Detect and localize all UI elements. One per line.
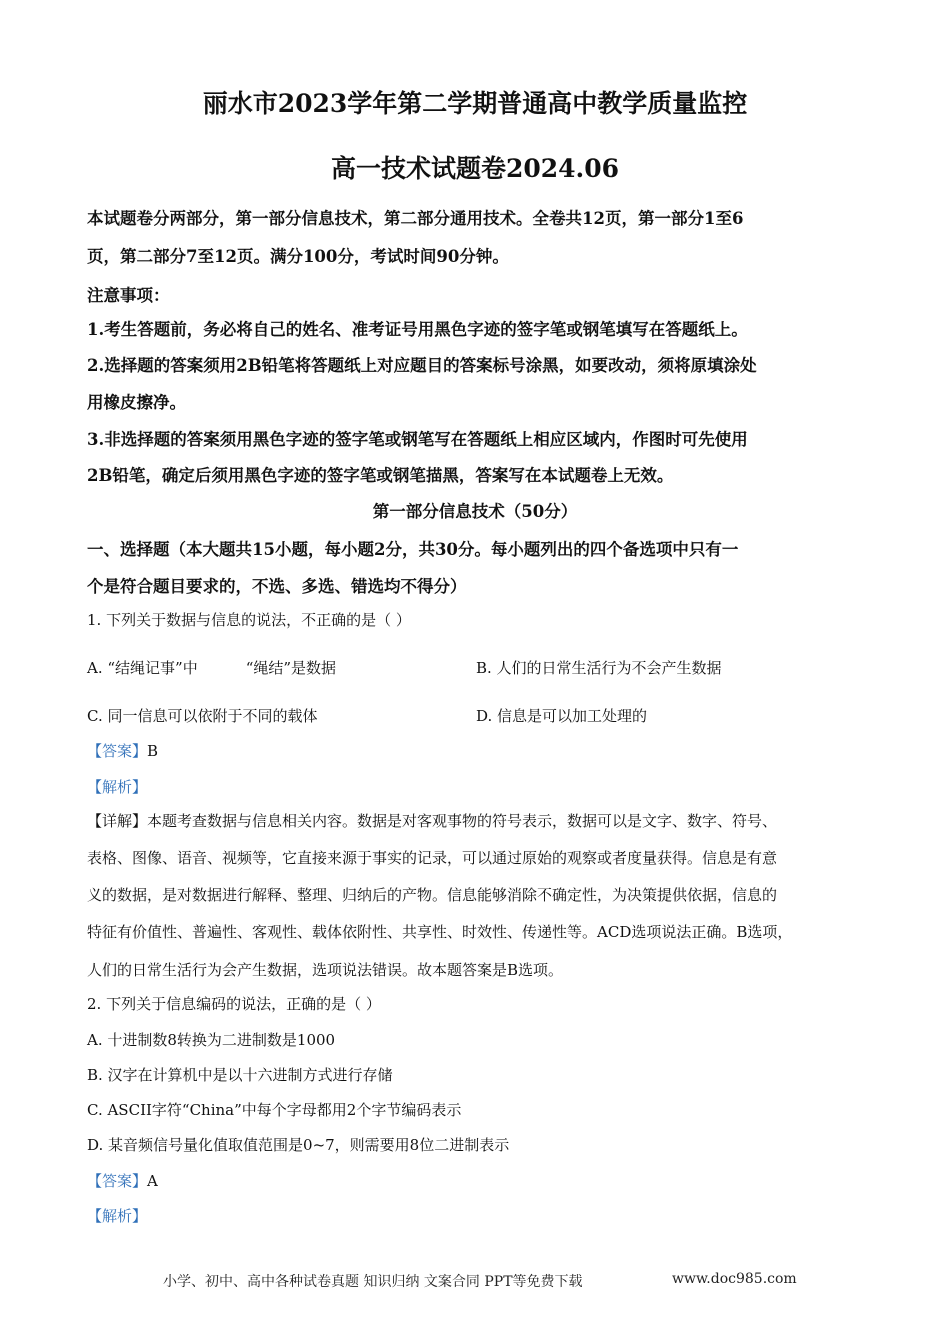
part-heading: 第一部分信息技术（50分） — [372, 502, 578, 521]
question-2-stem: 2. 下列关于信息编码的说法，正确的是（ ） — [87, 995, 381, 1013]
question-1-detail-4: 特征有价值性、普遍性、客观性、载体依附性、共享性、时效性、传递性等。ACD选项说法正确。B选项， — [87, 923, 793, 941]
question-2-option-c: C. ASCII字符“China”中每个字母都用2个字节编码表示 — [87, 1101, 462, 1119]
question-2-option-d: D. 某音频信号量化值取值范围是0~7，则需要用8位二进制表示 — [87, 1136, 510, 1154]
question-1-stem: 1. 下列关于数据与信息的说法，不正确的是（ ） — [87, 611, 411, 629]
question-1-detail-3: 义的数据，是对数据进行解释、整理、归纳后的产物。信息能够消除不确定性，为决策提供依据，信息的 — [87, 886, 778, 904]
question-2-option-a: A. 十进制数8转换为二进制数是1000 — [87, 1031, 336, 1049]
question-1-detail: 【详解】本题考查数据与信息相关内容。数据是对客观事物的符号表示，数据可以是文字、数字、符号、 — [87, 812, 778, 830]
answer-tag: 【答案】 — [87, 742, 148, 760]
footer-text: 小学、初中、高中各种试卷真题 知识归纳 文案合同 PPT等免费下载 — [163, 1274, 583, 1290]
question-1-option-d: D. 信息是可以加工处理的 — [476, 707, 648, 725]
question-2-answer — [87, 1170, 158, 1191]
question-1-analysis-tag: 【解析】 — [87, 778, 148, 796]
question-2-option-b: B. 汉字在计算机中是以十六进制方式进行存储 — [87, 1066, 393, 1084]
intro-text-cont: 页，第二部分7至12页。满分100分，考试时间90分钟。 — [87, 247, 509, 266]
answer-value: B — [147, 742, 159, 760]
notice-item-1: 1.考生答题前，务必将自己的姓名、准考证号用黑色字迹的签字笔或钢笔填写在答题纸上。 — [87, 320, 748, 339]
question-2-analysis-tag: 【解析】 — [87, 1207, 148, 1225]
section-heading: 一、选择题（本大题共15小题，每小题2分，共30分。每小题列出的四个备选项中只有一 — [87, 540, 739, 559]
question-1-answer — [87, 740, 158, 761]
intro-text: 本试题卷分两部分，第一部分信息技术，第二部分通用技术。全卷共12页，第一部分1至6 — [87, 209, 744, 228]
exam-title: 丽水市2023学年第二学期普通高中教学质量监控 — [202, 89, 748, 118]
question-1-option-b: B. 人们的日常生活行为不会产生数据 — [476, 659, 722, 677]
answer-value: A — [147, 1172, 158, 1190]
section-heading-cont: 个是符合题目要求的，不选、多选、错选均不得分） — [87, 577, 467, 596]
option-a-text: A. “结绳记事”中 — [87, 659, 198, 677]
option-a-text-cont: “绳结”是数据 — [245, 659, 337, 677]
notice-item-2: 2.选择题的答案须用2B铅笔将答题纸上对应题目的答案标号涂黑，如要改动，须将原填涂处 — [87, 356, 757, 375]
question-1-detail-5: 人们的日常生活行为会产生数据，选项说法错误。故本题答案是B选项。 — [87, 961, 564, 979]
question-1-option-c: C. 同一信息可以依附于不同的载体 — [87, 707, 318, 725]
question-1-option-a — [87, 657, 336, 678]
answer-tag: 【答案】 — [87, 1172, 148, 1190]
question-1-detail-2: 表格、图像、语音、视频等，它直接来源于事实的记录，可以通过原始的观察或者度量获得。信息是有意 — [87, 849, 778, 867]
footer-link[interactable]: www.doc985.com — [672, 1271, 797, 1287]
exam-subtitle: 高一技术试题卷2024.06 — [330, 154, 620, 183]
notice-item-3-cont: 2B铅笔，确定后须用黑色字迹的签字笔或钢笔描黑，答案写在本试题卷上无效。 — [87, 466, 674, 485]
notice-item-3: 3.非选择题的答案须用黑色字迹的签字笔或钢笔写在答题纸上相应区域内，作图时可先使用 — [87, 430, 748, 449]
notice-heading: 注意事项： — [87, 286, 170, 305]
notice-item-2-cont: 用橡皮擦净。 — [87, 393, 186, 412]
